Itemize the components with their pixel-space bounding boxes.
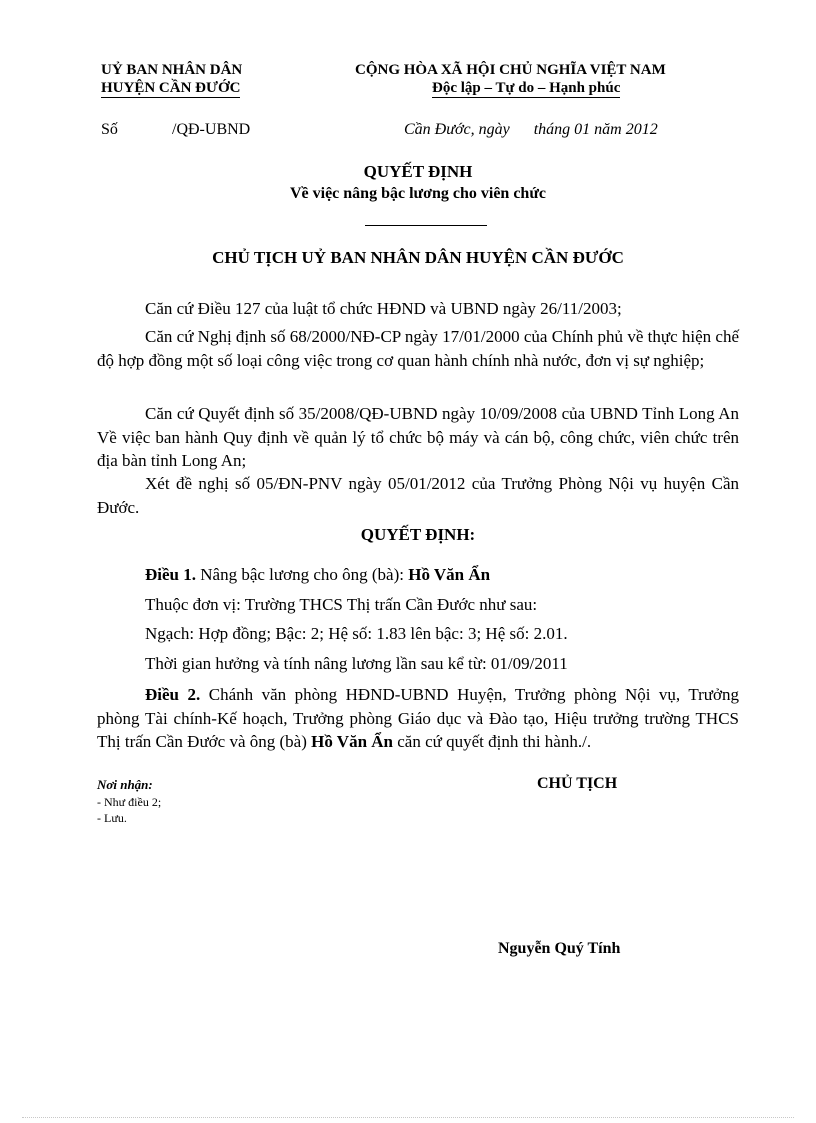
- doc-date: Cần Đước, ngày tháng 01 năm 2012: [404, 121, 658, 138]
- basis-1: Căn cứ Điều 127 của luật tổ chức HĐND và UBND ngày 26/11/2003;: [145, 299, 622, 318]
- article-2-label: Điều 2.: [145, 685, 201, 704]
- article-1-name: Hồ Văn Ẩn: [408, 565, 491, 584]
- article-2: [97, 683, 739, 754]
- authority-line: CHỦ TỊCH UỶ BAN NHÂN DÂN HUYỆN CẦN ĐƯỚC: [212, 248, 624, 267]
- doc-subtitle: Về việc nâng bậc lương cho viên chức: [289, 185, 547, 202]
- country-name: CỘNG HÒA XÃ HỘI CHỦ NGHĨA VIỆT NAM: [355, 62, 666, 78]
- recipients-heading: Nơi nhận:: [97, 777, 153, 792]
- doc-number-suffix: /QĐ-UBND: [172, 121, 251, 138]
- article-1-rank: Ngạch: Hợp đồng; Bậc: 2; Hệ số: 1.83 lên bậc: 3; Hệ số: 2.01.: [145, 624, 568, 643]
- page-bottom-border: [22, 1117, 794, 1118]
- recipient-item: - Như điều 2;: [97, 795, 162, 809]
- article-1-text: Nâng bậc lương cho ông (bà):: [200, 565, 404, 584]
- doc-title: QUYẾT ĐỊNH: [363, 162, 473, 181]
- article-2-text: Chánh văn phòng HĐND-UBND Huyện, Trưởng phòng Nội vụ, Trưởng phòng Tài chính-Kế hoạch, Trưởng phòng Giáo dục và Đào tạo, Hiệu trưởng trường THCS Thị trấn Cần Đước và ông (bà): [97, 685, 740, 751]
- district-name: HUYỆN CẦN ĐƯỚC: [101, 80, 241, 96]
- article-2-text-after: căn cứ quyết định thi hành./.: [397, 732, 592, 751]
- article-1-unit: Thuộc đơn vị: Trường THCS Thị trấn Cần Đước như sau:: [145, 595, 538, 614]
- signer-name: Nguyễn Quý Tính: [498, 940, 621, 957]
- agency-name: UỶ BAN NHÂN DÂN: [101, 62, 243, 78]
- article-2-name: Hồ Văn Ẩn: [311, 732, 394, 751]
- title-divider: [365, 225, 487, 226]
- basis-2: Căn cứ Nghị định số 68/2000/NĐ-CP ngày 17/01/2000 của Chính phủ về thực hiện chế độ hợp đồng một số loại công việc trong cơ quan hành chính nhà nước, đơn vị sự nghiệp;: [97, 327, 739, 370]
- doc-number-prefix: Số: [101, 121, 118, 138]
- recipient-item: - Lưu.: [97, 811, 127, 825]
- article-1: [145, 565, 490, 585]
- decision-heading: QUYẾT ĐỊNH:: [360, 525, 476, 544]
- basis-3: Căn cứ Quyết định số 35/2008/QĐ-UBND ngày 10/09/2008 của UBND Tỉnh Long An Về việc ban hành Quy định về quản lý tổ chức bộ máy và cán bộ, công chức, viên chức trên địa bàn tỉnh Long An;: [97, 404, 739, 470]
- motto: Độc lập – Tự do – Hạnh phúc: [432, 80, 621, 96]
- basis-4: Xét đề nghị số 05/ĐN-PNV ngày 05/01/2012 của Trưởng Phòng Nội vụ huyện Cần Đước.: [97, 474, 739, 517]
- signature-title: CHỦ TỊCH: [537, 775, 618, 792]
- article-1-label: Điều 1.: [145, 565, 196, 584]
- article-1-time: Thời gian hưởng và tính nâng lương lần sau kể từ: 01/09/2011: [145, 654, 568, 673]
